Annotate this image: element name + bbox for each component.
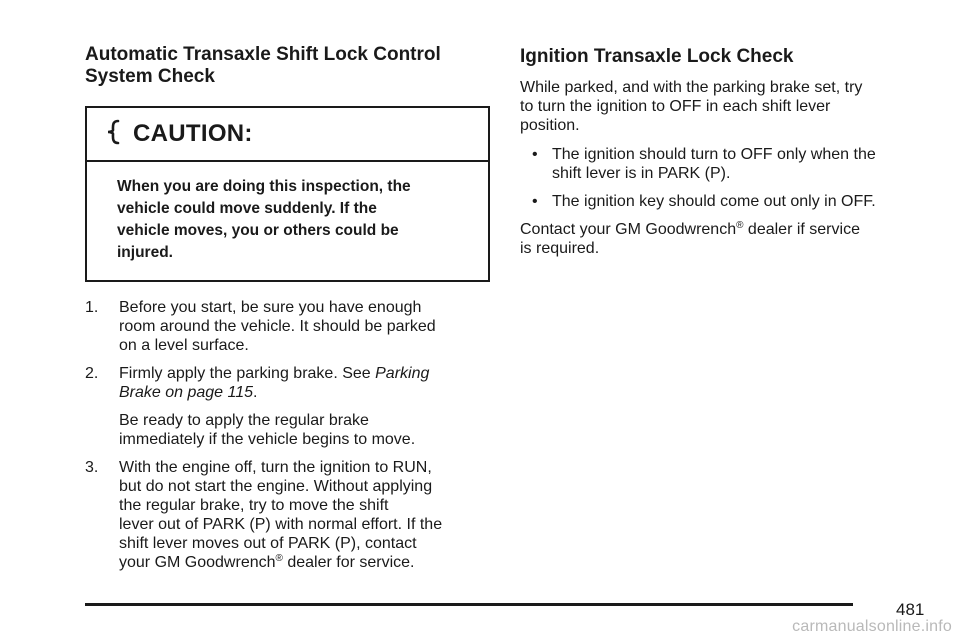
heading-line-2: System Check [85, 66, 215, 87]
page-reference-link[interactable]: Brake on page 115 [119, 384, 254, 401]
intro-line: to turn the ignition to OFF in each shift lever [520, 98, 831, 115]
caution-line: injured. [117, 244, 173, 261]
bullet-item [520, 192, 930, 211]
heading-line-1: Automatic Transaxle Shift Lock Control [85, 44, 441, 65]
note-line: Be ready to apply the regular brake [119, 412, 369, 429]
caution-box [85, 106, 490, 282]
bullet-line: The ignition key should come out only in OFF. [552, 193, 876, 210]
registered-mark: ® [275, 553, 283, 564]
step-line: lever out of PARK (P) with normal effort. If the [119, 516, 443, 533]
step-item-2 [85, 364, 490, 402]
step-item-3 [85, 458, 490, 572]
caution-title: CAUTION: [133, 120, 253, 147]
left-column [85, 44, 490, 581]
caution-line: vehicle could move suddenly. If the [117, 200, 377, 217]
step-item-1 [85, 298, 490, 355]
steps-list-cont [85, 458, 490, 572]
step-line [119, 383, 490, 402]
step-line: on a level surface. [119, 337, 249, 354]
contact-line: is required. [520, 240, 600, 257]
bullet-icon: • [532, 146, 538, 163]
caution-line: vehicle moves, you or others could be [117, 222, 399, 239]
note-line: immediately if the vehicle begins to move. [119, 431, 416, 448]
caution-text [87, 162, 488, 280]
intro-line: position. [520, 117, 580, 134]
step-line: With the engine off, turn the ignition to RUN, [119, 459, 432, 476]
step-line: shift lever moves out of PARK (P), contact [119, 535, 417, 552]
bullet-icon: • [532, 193, 538, 210]
caution-header [87, 108, 488, 162]
contact-paragraph [520, 220, 930, 258]
step-number: 2. [85, 365, 99, 382]
step-line [119, 364, 490, 383]
bullet-item [520, 145, 930, 183]
step-text: Firmly apply the parking brake. See [119, 365, 376, 382]
section-heading-shift-lock [85, 44, 490, 88]
step-number: 1. [85, 299, 99, 316]
contact-text: Contact your GM Goodwrench [520, 221, 737, 238]
contact-text: dealer if service [743, 221, 860, 238]
step-line: but do not start the engine. Without applying [119, 478, 433, 495]
contact-line [520, 220, 930, 239]
step-text: . [253, 384, 258, 401]
bullet-line: shift lever is in PARK (P). [552, 165, 731, 182]
step-line [119, 553, 490, 572]
registered-mark: ® [736, 220, 744, 231]
bullet-line: The ignition should turn to OFF only when the [552, 146, 876, 163]
caution-bracket-icon [105, 119, 125, 150]
step-line: Before you start, be sure you have enough [119, 299, 422, 316]
step-number: 3. [85, 459, 99, 476]
footer-rule [85, 603, 853, 606]
step-text: dealer for service. [282, 554, 415, 571]
step-line: the regular brake, try to move the shift [119, 497, 389, 514]
step-line: room around the vehicle. It should be parked [119, 318, 436, 335]
bullet-list [520, 145, 930, 211]
page-reference-link[interactable]: Parking [375, 365, 430, 382]
intro-line: While parked, and with the parking brake set, try [520, 79, 863, 96]
intro-paragraph [520, 78, 930, 135]
step-note [119, 411, 490, 449]
watermark: carmanualsonline.info [792, 618, 952, 635]
section-heading-ignition-lock: Ignition Transaxle Lock Check [520, 46, 794, 67]
step-text: your GM Goodwrench [119, 554, 276, 571]
page-number: 481 [896, 600, 925, 619]
right-column [520, 44, 930, 258]
caution-line: When you are doing this inspection, the [117, 178, 411, 195]
steps-list [85, 298, 490, 402]
